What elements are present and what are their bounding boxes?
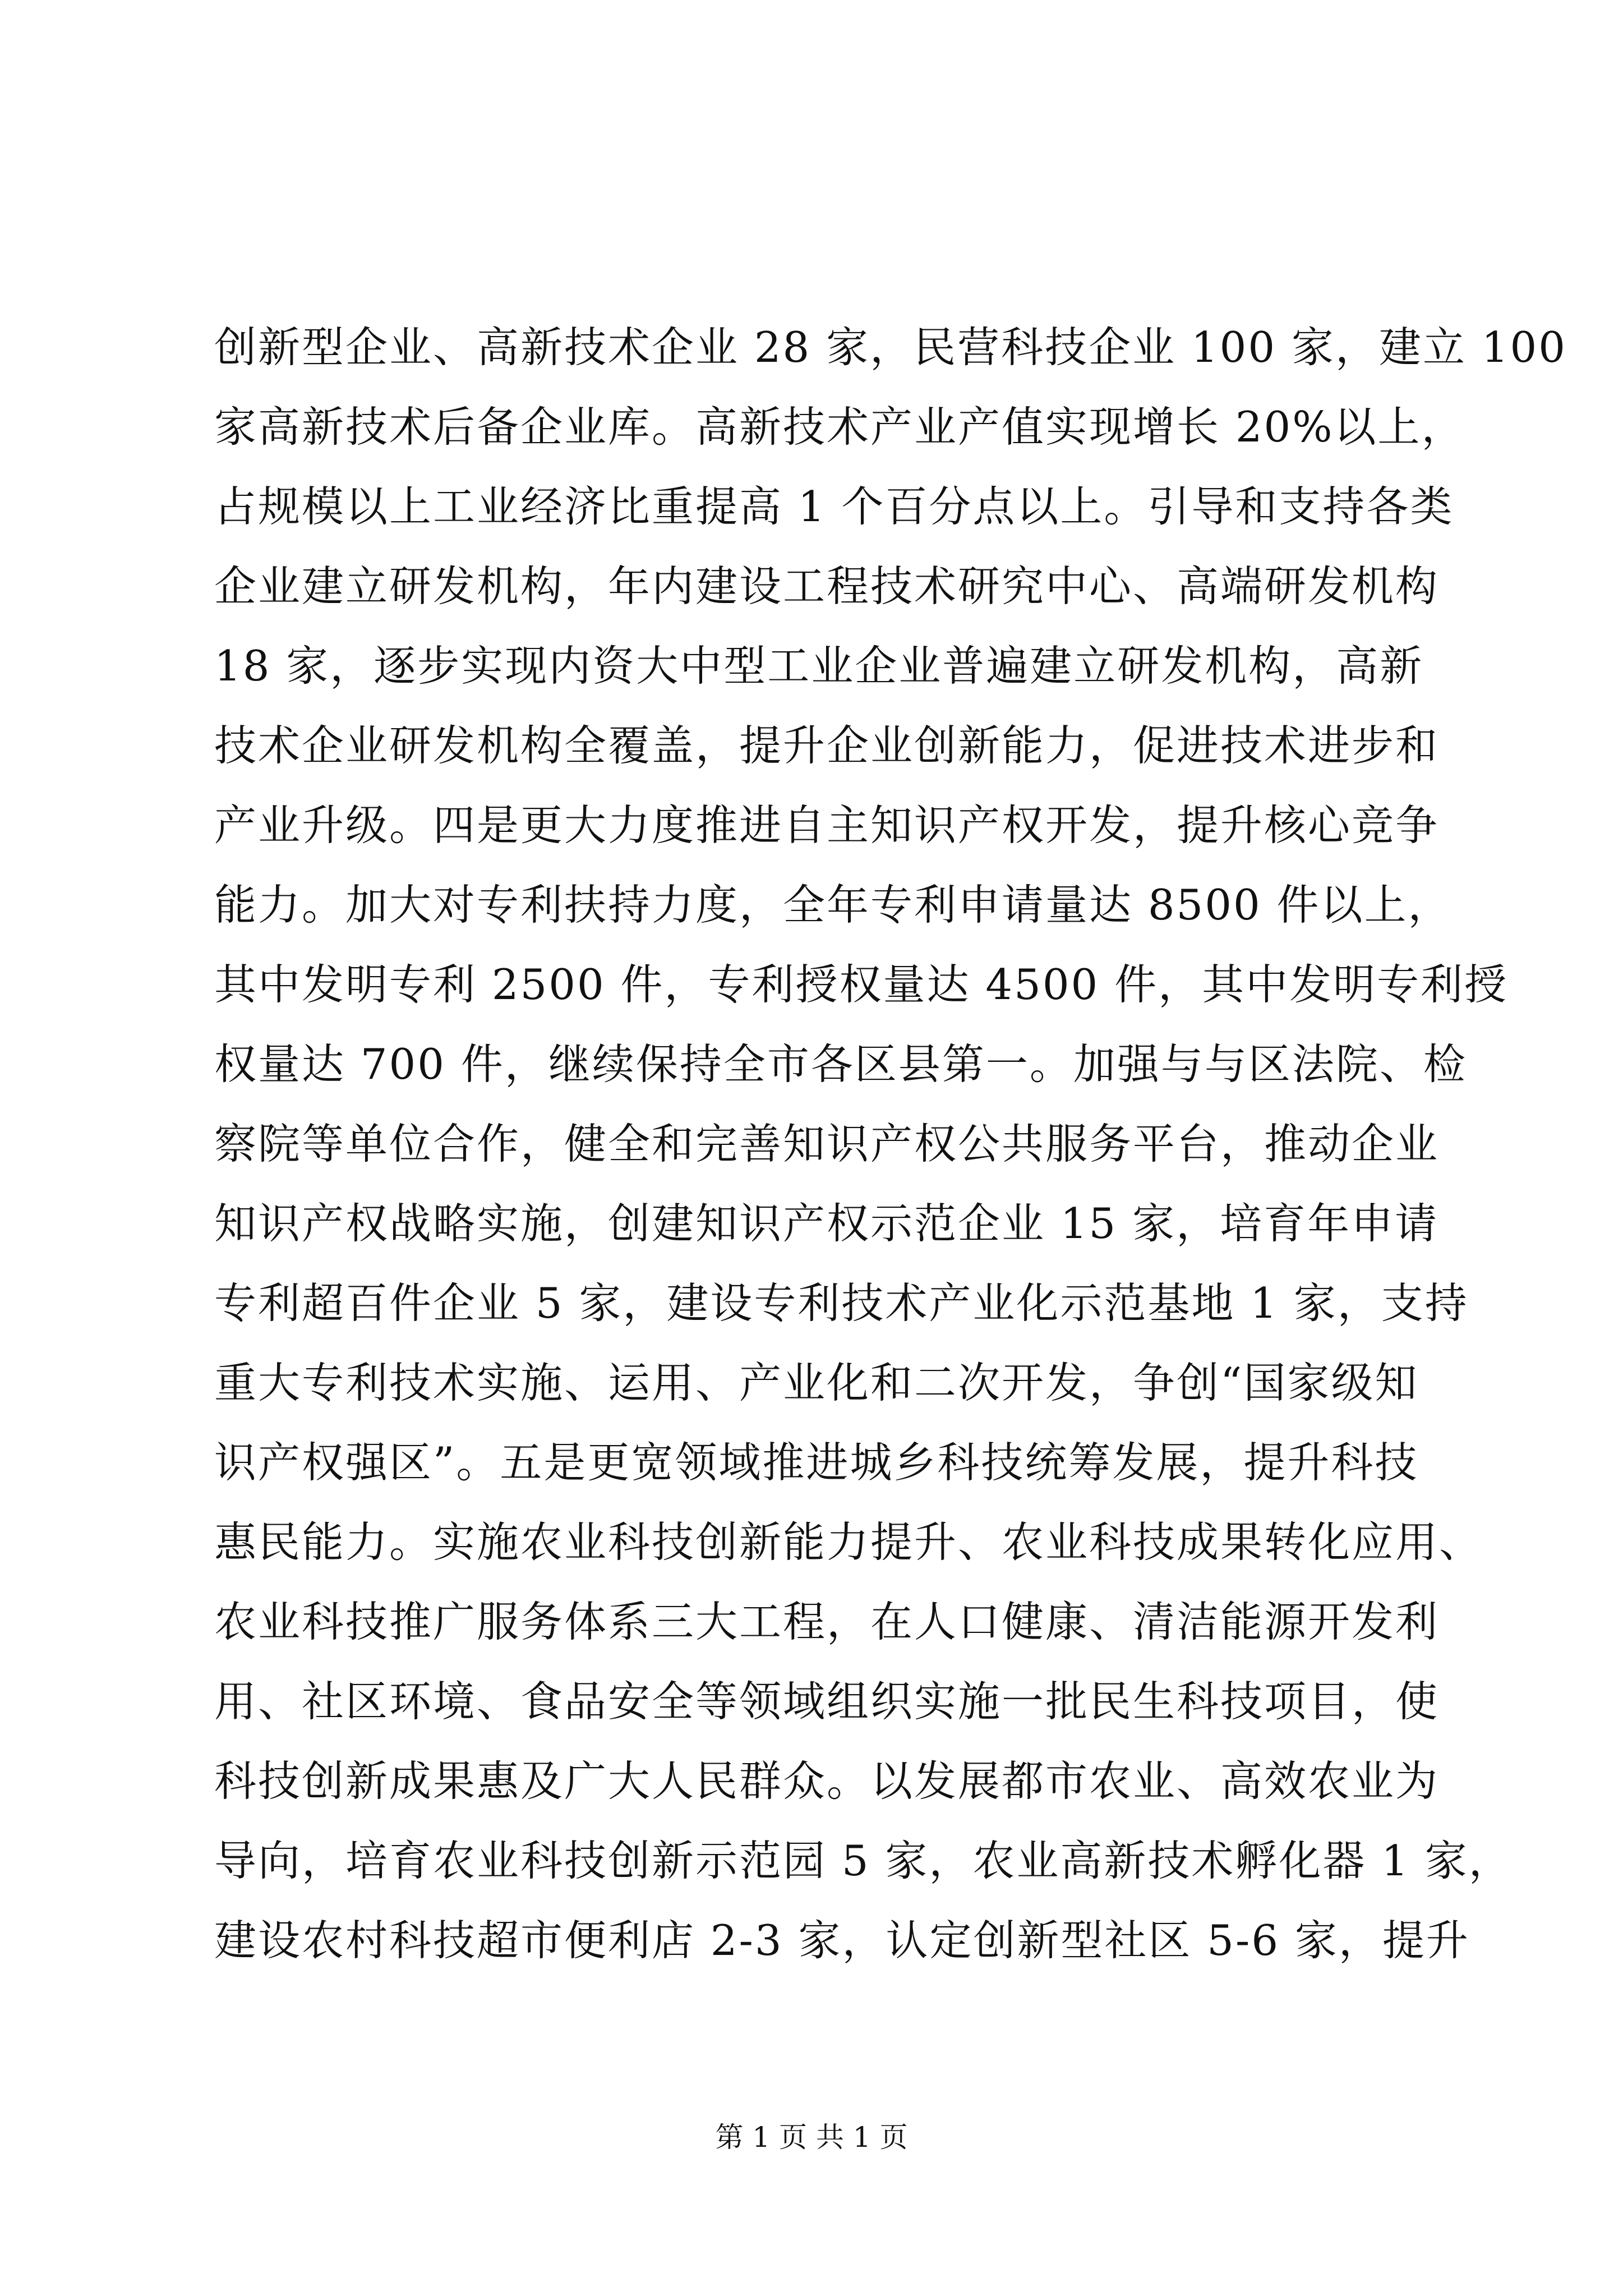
text-line: 建设农村科技超市便利店 2-3 家，认定创新型社区 5-6 家，提升: [214, 1916, 1470, 1965]
text-line: 18 家，逐步实现内资大中型工业企业普遍建立研发机构，高新: [214, 641, 1424, 691]
text-line: 专利超百件企业 5 家，建设专利技术产业化示范基地 1 家，支持: [214, 1278, 1469, 1328]
text-line: 重大专利技术实施、运用、产业化和二次开发，争创“国家级知: [214, 1358, 1419, 1407]
text-line: 产业升级。四是更大力度推进自主知识产权开发，提升核心竞争: [214, 800, 1440, 850]
text-line: 企业建立研发机构，年内建设工程技术研究中心、高端研发机构: [214, 562, 1440, 611]
text-line: 科技创新成果惠及广大人民群众。以发展都市农业、高效农业为: [214, 1756, 1440, 1806]
text-line: 其中发明专利 2500 件，专利授权量达 4500 件，其中发明专利授: [214, 960, 1509, 1009]
text-line: 识产权强区”。五是更宽领域推进城乡科技统筹发展，提升科技: [214, 1438, 1419, 1487]
text-line: 技术企业研发机构全覆盖，提升企业创新能力，促进技术进步和: [214, 721, 1440, 770]
text-line: 农业科技推广服务体系三大工程，在人口健康、清洁能源开发利: [214, 1597, 1440, 1646]
text-line: 权量达 700 件，继续保持全市各区县第一。加强与与区法院、检: [214, 1039, 1467, 1089]
body-paragraph: [214, 307, 1567, 1980]
text-line: 惠民能力。实施农业科技创新能力提升、农业科技成果转化应用、: [214, 1517, 1483, 1567]
page-footer: 第 1 页 共 1 页: [715, 2121, 908, 2154]
text-line: 知识产权战略实施，创建知识产权示范企业 15 家，培育年申请: [214, 1199, 1439, 1248]
text-line: 家高新技术后备企业库。高新技术产业产值实现增长 20%以上，: [214, 402, 1465, 452]
text-line: 用、社区环境、食品安全等领域组织实施一批民生科技项目，使: [214, 1677, 1440, 1726]
text-line: 创新型企业、高新技术企业 28 家，民营科技企业 100 家，建立 100: [214, 323, 1567, 372]
text-line: 导向，培育农业科技创新示范园 5 家，农业高新技术孵化器 1 家，: [214, 1836, 1513, 1885]
text-line: 能力。加大对专利扶持力度，全年专利申请量达 8500 件以上，: [214, 880, 1452, 930]
text-line: 占规模以上工业经济比重提高 1 个百分点以上。引导和支持各类: [214, 482, 1454, 531]
text-line: 察院等单位合作，健全和完善知识产权公共服务平台，推动企业: [214, 1119, 1440, 1168]
